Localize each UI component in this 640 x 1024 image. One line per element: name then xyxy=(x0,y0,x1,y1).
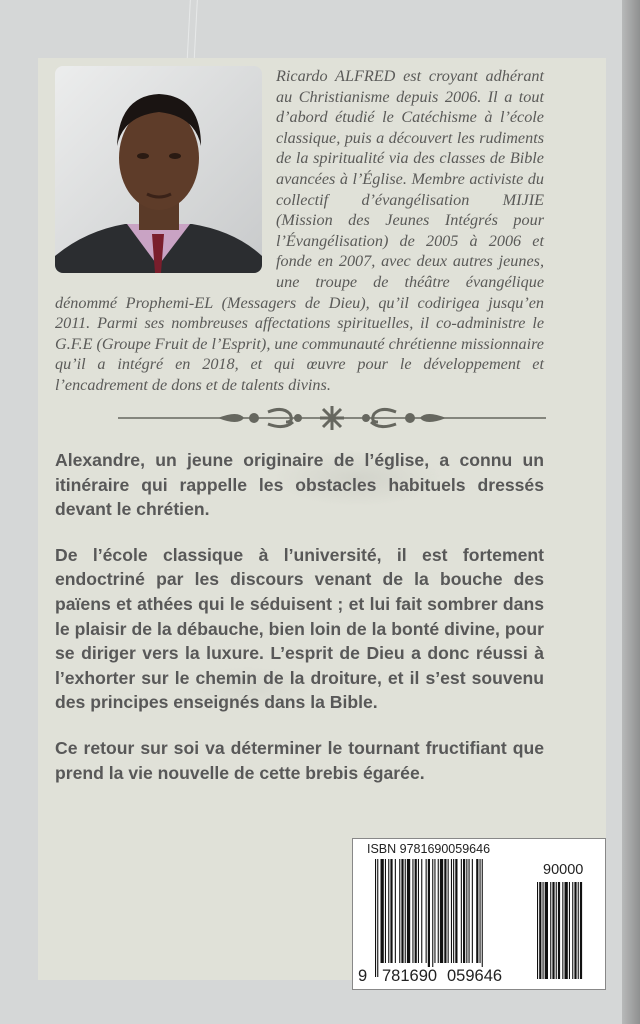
barcode-bar xyxy=(469,859,470,963)
barcode-digit-group-2: 059646 xyxy=(447,967,503,985)
barcode-bar xyxy=(472,859,473,963)
barcode-bar xyxy=(407,859,410,963)
barcode-bar xyxy=(426,859,427,963)
barcode-bar xyxy=(385,859,386,963)
barcode-bar xyxy=(476,859,478,963)
barcode-bar xyxy=(418,859,419,963)
addon-bar xyxy=(569,882,570,979)
barcode-digit-first: 9 xyxy=(358,967,368,985)
addon-number: 90000 xyxy=(543,862,584,878)
addon-bar xyxy=(537,882,538,979)
barcode-bar xyxy=(480,859,481,963)
barcode-bar xyxy=(395,859,396,963)
addon-bar xyxy=(545,882,548,979)
barcode-bar xyxy=(432,859,433,977)
barcode-bar xyxy=(399,859,400,963)
barcode-bar xyxy=(461,859,462,963)
barcode-bar xyxy=(451,859,452,963)
author-portrait-icon xyxy=(55,66,262,273)
addon-bar xyxy=(572,882,573,979)
barcode-bar xyxy=(455,859,457,963)
barcode-bar xyxy=(377,859,378,977)
barcode-bar xyxy=(388,859,389,963)
synopsis-paragraph: De l’école classique à l’université, il est fortement endoctriné par les discours venant de la bouche des païens et athées qui le séduisent ; et lui fait sombrer dans le plaisir de la débauche, bien loin de la bonté divine, pour se diriger vers la luxure. L’esprit de Dieu a donc réussi à l’exhorter sur le chemin de la droiture, et il s’est souvenu des principes enseignés dans la Bible. xyxy=(55,544,544,713)
barcode-bar xyxy=(421,859,422,963)
barcode-bar xyxy=(466,859,467,963)
barcode-bar xyxy=(401,859,403,963)
barcode-bar xyxy=(412,859,413,963)
barcode-bar xyxy=(453,859,454,963)
barcode-bar xyxy=(444,859,446,963)
author-bio xyxy=(55,66,544,396)
synopsis-paragraph: Ce retour sur soi va déterminer le tournant fructifiant que prend la vie nouvelle de cette brebis égarée. xyxy=(55,737,544,783)
addon-bar xyxy=(556,882,557,979)
addon-bar xyxy=(539,882,541,979)
barcode-bar xyxy=(381,859,384,963)
barcode-digit-group-1: 781690 xyxy=(382,967,438,985)
barcode-bar xyxy=(415,859,417,963)
synopsis-paragraph: Alexandre, un jeune originaire de l’église, a connu un itinéraire qui rappelle les obstacles habituels dressés devant le chrétien. xyxy=(55,450,544,520)
author-photo xyxy=(55,66,262,273)
addon-bar xyxy=(550,882,551,979)
addon-bar xyxy=(580,882,582,979)
addon-bar xyxy=(558,882,560,979)
addon-bar xyxy=(574,882,576,979)
addon-bar xyxy=(562,882,563,979)
addon-bar xyxy=(578,882,579,979)
addon-bar xyxy=(543,882,544,979)
barcode-bar xyxy=(448,859,449,963)
barcode-bar xyxy=(463,859,465,963)
barcode-bar xyxy=(434,859,435,963)
barcode-bar xyxy=(405,859,406,963)
addon-bar xyxy=(552,882,554,979)
barcode-bar xyxy=(375,859,376,977)
author-bio-text: Ricardo ALFRED est croyant adhérant au Christianisme depuis 2006. Il a tout d’abord étudié le Catéchisme à l’école classique, puis a découvert les rudiments de la spiritualité via des classes de Bible avancées à l’Église. Membre activiste du collectif d’évangélisation MIJIE (Mission des Jeunes Intégrés pour l’Évangélisation) de 2005 à 2006 et fonde en 2007, avec deux autres jeunes, une troupe de théâtre évangélique dénommé Prophemi-EL (Messagers de Dieu), qu’il codirigea jusqu’en 2011. Parmi ses nombreuses affectations spirituelles, il co-administre le G.F.E (Groupe Fruit de l’Esprit), une communauté chrétienne missionnaire qu’il a intégré en 2018, et qui œuvre pour le développement et l’encadrement de dons et de talents divins. xyxy=(55,67,544,394)
barcode-bar xyxy=(440,859,443,963)
barcode-bar xyxy=(438,859,439,963)
barcode-bar xyxy=(428,859,430,977)
synopsis xyxy=(55,448,544,806)
isbn-label: ISBN 9781690059646 xyxy=(367,842,491,856)
flourish-divider-icon xyxy=(118,404,546,432)
isbn-barcode xyxy=(352,838,606,990)
barcode-bar xyxy=(390,859,392,963)
spine-edge xyxy=(622,0,640,1024)
addon-bar xyxy=(565,882,568,979)
barcode-bar xyxy=(482,859,483,977)
